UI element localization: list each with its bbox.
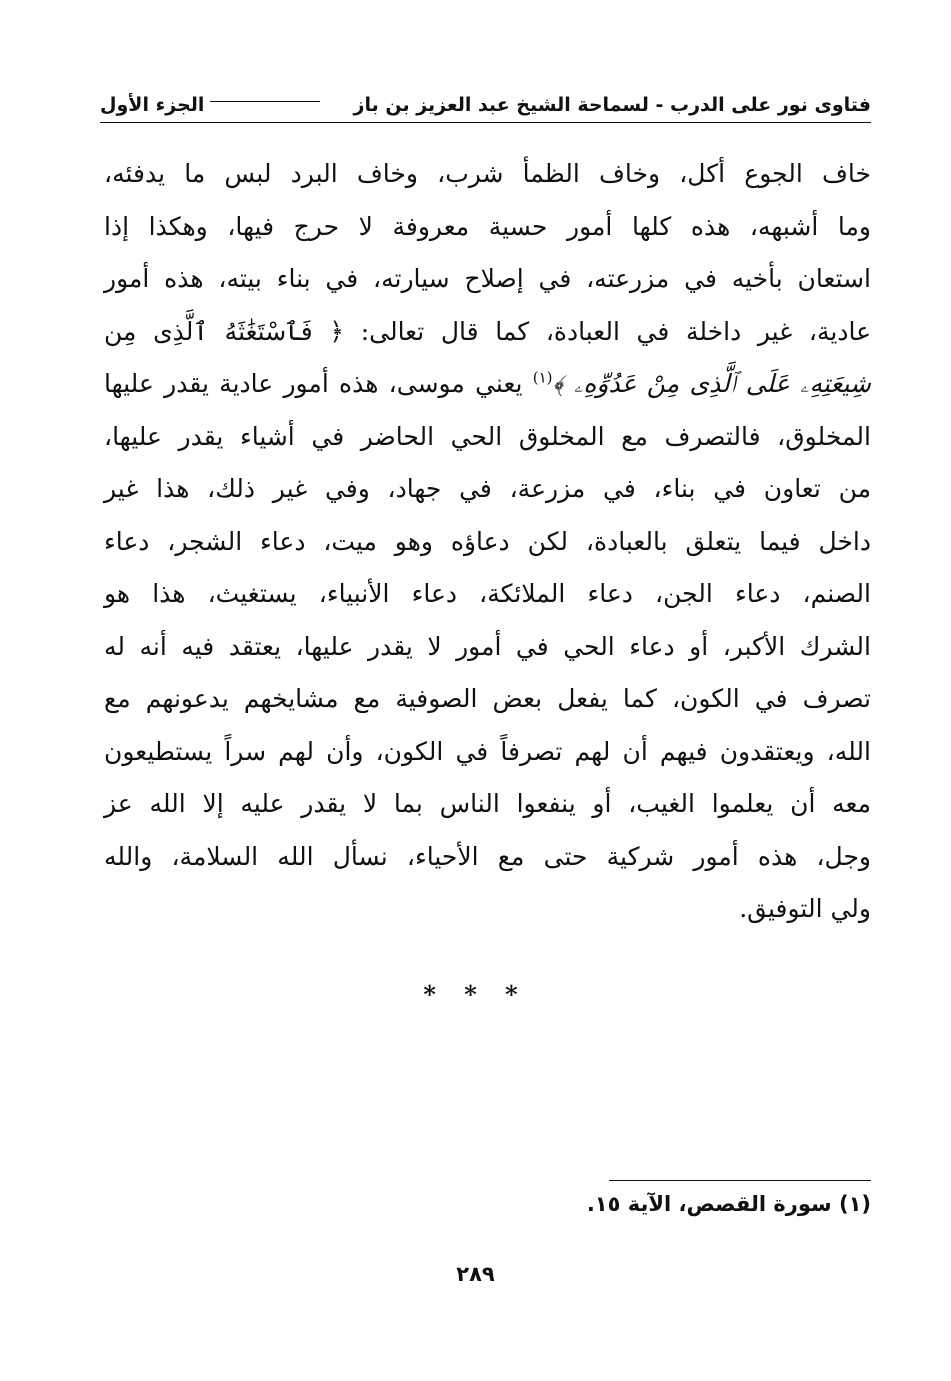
header-dash [210, 101, 320, 102]
text-line: تصرف في الكون، كما يفعل بعض الصوفية مع مشايخهم يدعونهم مع [104, 684, 871, 713]
text-fragment: يعني موسى، هذه أمور عادية يقدر عليها [104, 369, 533, 398]
footnote-marker: (١) [532, 368, 553, 387]
page-number: ٢٨٩ [456, 1262, 495, 1286]
text-line: ولي التوفيق. [739, 894, 871, 923]
text-line: المخلوق، فالتصرف مع المخلوق الحي الحاضر في أشياء يقدر عليها، [104, 421, 871, 451]
running-header [100, 88, 871, 123]
text-line: استعان بأخيه في مزرعته، في إصلاح سيارته، في بناء بيته، هذه أمور [104, 264, 871, 293]
body-text [104, 148, 871, 936]
text-line: داخل فيما يتعلق بالعبادة، لكن دعاؤه وهو ميت، دعاء الشجر، دعاء [104, 526, 871, 556]
text-line: وجل، هذه أمور شركية حتى مع الأحياء، نسأل الله السلامة، والله [104, 841, 871, 871]
footnote: (١) سورة القصص، الآية ١٥. [586, 1192, 871, 1216]
text-line: عادية، غير داخلة في العبادة، كما قال تعالى: ﴿ فَٱسْتَغَٰثَهُ ٱلَّذِى مِن [104, 316, 871, 346]
section-separator: * * * [423, 980, 528, 1009]
text-line: معه أن يعلموا الغيب، أو ينفعوا الناس بما لا يقدر عليه إلا الله عز [104, 789, 871, 818]
header-volume: الجزء الأول [100, 94, 205, 116]
text-line: وما أشبهه، هذه كلها أمور حسية معروفة لا حرج فيها، وهكذا إذا [104, 211, 871, 241]
text-line-with-verse [104, 358, 871, 411]
text-line: الشرك الأكبر، أو دعاء الحي في أمور لا يقدر عليها، يعتقد فيه أنه له [104, 631, 871, 661]
quran-verse: شِيعَتِهِۦ عَلَى ٱلَّذِى مِنْ عَدُوِّهِۦ ﴾ [552, 369, 871, 398]
footnote-divider [609, 1180, 871, 1181]
text-line: الله، ويعتقدون فيهم أن لهم تصرفاً في الكون، وأن لهم سراً يستطيعون [104, 736, 871, 766]
text-line: خاف الجوع أكل، وخاف الظمأ شرب، وخاف البرد لبس ما يدفئه، [104, 159, 871, 188]
header-volume-group [100, 94, 326, 116]
text-line: الصنم، دعاء الجن، دعاء الملائكة، دعاء الأنبياء، يستغيث، هذا هو [104, 579, 871, 608]
header-title: فتاوى نور على الدرب - لسماحة الشيخ عبد العزيز بن باز [353, 94, 871, 116]
text-line: من تعاون في بناء، في مزرعة، في جهاد، وفي غير ذلك، هذا غير [104, 474, 871, 503]
